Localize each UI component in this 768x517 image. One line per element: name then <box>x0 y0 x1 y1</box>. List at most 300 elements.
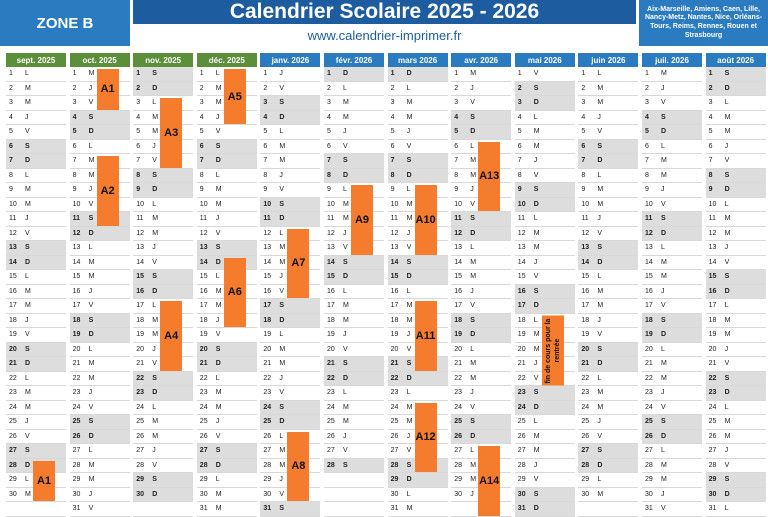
day-row <box>388 67 448 82</box>
day-letter: S <box>343 360 348 368</box>
day-letter: M <box>661 476 667 484</box>
day-letter: D <box>279 316 285 324</box>
day-number: 6 <box>136 142 141 150</box>
month-header: oct. 2025 <box>70 53 130 67</box>
day-number: 8 <box>327 171 331 179</box>
month-header: nov. 2025 <box>133 53 193 67</box>
day-number: 2 <box>581 84 586 92</box>
day-letter: L <box>215 70 220 78</box>
day-number: 9 <box>390 186 395 194</box>
day-letter: M <box>88 258 95 266</box>
day-row <box>388 372 448 387</box>
day-number: 17 <box>136 302 144 310</box>
holiday-block: A1 <box>97 69 119 110</box>
day-row <box>706 502 766 517</box>
day-row <box>324 473 384 488</box>
day-number: 21 <box>136 360 144 368</box>
month-header: janv. 2026 <box>260 53 320 67</box>
day-row <box>706 488 766 503</box>
day-letter: L <box>533 113 538 121</box>
day-row <box>6 502 66 517</box>
day-row <box>388 256 448 271</box>
page-title: Calendrier Scolaire 2025 - 2026 <box>133 0 636 24</box>
day-number: 29 <box>517 476 526 484</box>
day-row <box>706 154 766 169</box>
day-number: 2 <box>199 84 204 92</box>
day-letter: V <box>724 157 730 165</box>
day-row <box>70 502 130 517</box>
day-letter: M <box>343 302 349 310</box>
day-number: 20 <box>9 345 17 353</box>
day-letter: J <box>661 84 665 92</box>
day-number: 26 <box>136 432 144 440</box>
day-letter: S <box>661 418 666 426</box>
day-number: 15 <box>645 273 653 281</box>
day-letter: V <box>661 200 666 208</box>
day-number: 7 <box>263 157 268 165</box>
day-row <box>706 169 766 184</box>
day-row <box>324 67 384 82</box>
holiday-block: A13 <box>478 142 500 212</box>
day-letter: V <box>25 331 30 339</box>
day-number: 26 <box>72 432 81 440</box>
day-number: 19 <box>708 331 717 339</box>
day-letter: J <box>279 476 283 484</box>
day-letter: S <box>661 316 666 324</box>
day-row <box>133 372 193 387</box>
day-letter: V <box>470 99 475 107</box>
day-number: 30 <box>517 490 526 498</box>
day-letter: M <box>470 476 477 484</box>
day-row <box>515 67 575 82</box>
day-row <box>324 299 384 314</box>
holiday-block: A11 <box>415 301 437 371</box>
day-number: 7 <box>390 157 395 165</box>
day-letter: M <box>661 157 667 165</box>
day-letter: D <box>661 229 667 237</box>
day-number: 25 <box>9 418 17 426</box>
month-column <box>642 53 702 517</box>
day-number: 27 <box>581 447 590 455</box>
day-row <box>578 299 638 314</box>
day-letter: M <box>533 128 540 136</box>
day-row <box>133 198 193 213</box>
day-number: 16 <box>645 287 653 295</box>
day-row <box>197 154 257 169</box>
day-row <box>388 473 448 488</box>
day-row <box>642 111 702 126</box>
day-number: 16 <box>708 287 717 295</box>
day-number: 8 <box>72 171 77 179</box>
day-number: 5 <box>199 128 204 136</box>
day-letter: M <box>25 200 31 208</box>
day-letter: L <box>343 287 347 295</box>
day-row <box>388 111 448 126</box>
day-letter: S <box>533 84 539 92</box>
day-number: 8 <box>390 171 395 179</box>
day-number: 24 <box>9 403 17 411</box>
day-number: 9 <box>327 186 331 194</box>
day-row <box>324 444 384 459</box>
day-number: 12 <box>72 229 81 237</box>
day-row <box>451 111 511 126</box>
day-number: 25 <box>517 418 526 426</box>
day-row <box>70 140 130 155</box>
day-letter: M <box>152 215 159 223</box>
day-letter: V <box>215 128 221 136</box>
day-letter: L <box>152 302 157 310</box>
day-number: 3 <box>645 99 649 107</box>
day-number: 26 <box>263 432 272 440</box>
day-letter: V <box>470 200 475 208</box>
day-number: 18 <box>72 316 81 324</box>
day-letter: S <box>88 316 94 324</box>
day-letter: S <box>88 215 94 223</box>
day-number: 27 <box>136 447 144 455</box>
day-letter: D <box>533 99 539 107</box>
day-letter: S <box>661 113 666 121</box>
day-letter: L <box>470 447 475 455</box>
month-column <box>324 53 384 517</box>
website-url[interactable]: www.calendrier-imprimer.fr <box>307 27 462 43</box>
day-row <box>642 314 702 329</box>
day-letter: D <box>215 360 221 368</box>
day-row <box>324 488 384 503</box>
day-number: 28 <box>517 461 526 469</box>
day-number: 27 <box>327 447 335 455</box>
day-letter: D <box>470 432 476 440</box>
day-row <box>451 430 511 445</box>
day-letter: M <box>470 461 477 469</box>
day-row <box>515 154 575 169</box>
day-number: 8 <box>9 171 13 179</box>
day-row <box>642 125 702 140</box>
day-letter: M <box>88 273 95 281</box>
day-row <box>388 169 448 184</box>
day-row <box>642 169 702 184</box>
day-letter: J <box>343 128 347 136</box>
day-letter: V <box>661 302 666 310</box>
day-number: 13 <box>136 244 144 252</box>
day-letter: M <box>597 389 604 397</box>
day-row <box>515 183 575 198</box>
day-number: 18 <box>390 316 399 324</box>
day-row <box>324 459 384 474</box>
day-number: 17 <box>263 302 272 310</box>
day-letter: M <box>25 490 31 498</box>
day-number: 28 <box>454 461 462 469</box>
day-row <box>70 444 130 459</box>
day-letter: J <box>25 215 29 223</box>
day-row <box>578 227 638 242</box>
day-letter: S <box>597 142 603 150</box>
day-number: 10 <box>454 200 462 208</box>
day-letter: L <box>597 171 602 179</box>
day-letter: V <box>215 432 221 440</box>
day-row <box>260 183 320 198</box>
day-number: 28 <box>9 461 17 469</box>
day-number: 23 <box>136 389 144 397</box>
day-row <box>197 372 257 387</box>
day-row <box>70 415 130 430</box>
day-number: 1 <box>263 70 268 78</box>
day-number: 10 <box>645 200 653 208</box>
day-number: 23 <box>581 389 590 397</box>
day-row <box>642 343 702 358</box>
day-letter: M <box>343 316 349 324</box>
day-row <box>197 401 257 416</box>
day-letter: M <box>724 229 731 237</box>
day-row <box>260 111 320 126</box>
day-row <box>133 256 193 271</box>
day-number: 10 <box>708 200 717 208</box>
day-row <box>324 256 384 271</box>
day-number: 6 <box>581 142 586 150</box>
day-number: 21 <box>581 360 590 368</box>
day-row <box>578 270 638 285</box>
day-letter: D <box>724 84 730 92</box>
day-letter: L <box>661 447 665 455</box>
day-letter: V <box>152 157 157 165</box>
day-row <box>515 270 575 285</box>
day-number: 20 <box>327 345 335 353</box>
day-row <box>133 227 193 242</box>
day-number: 10 <box>517 200 526 208</box>
day-letter: M <box>88 461 95 469</box>
month-column <box>515 53 575 517</box>
day-letter: V <box>279 490 285 498</box>
day-row <box>260 299 320 314</box>
day-row <box>6 183 66 198</box>
day-letter: D <box>343 70 349 78</box>
day-row <box>133 270 193 285</box>
day-row <box>642 401 702 416</box>
day-number: 18 <box>136 316 144 324</box>
day-letter: D <box>152 287 158 295</box>
day-number: 17 <box>72 302 81 310</box>
day-number: 7 <box>645 157 649 165</box>
day-row <box>197 444 257 459</box>
day-number: 7 <box>327 157 331 165</box>
day-number: 15 <box>517 273 526 281</box>
day-letter: S <box>724 70 730 78</box>
day-letter: J <box>661 287 665 295</box>
day-number: 10 <box>72 200 81 208</box>
day-letter: L <box>406 287 411 295</box>
day-letter: D <box>279 113 285 121</box>
day-letter: S <box>152 374 157 382</box>
day-letter: J <box>470 287 474 295</box>
day-number: 19 <box>9 331 17 339</box>
day-number: 4 <box>454 113 459 121</box>
day-row <box>197 502 257 517</box>
day-letter: S <box>406 157 412 165</box>
day-row <box>70 256 130 271</box>
day-row <box>6 328 66 343</box>
day-number: 7 <box>136 157 141 165</box>
day-row <box>451 314 511 329</box>
day-row <box>260 372 320 387</box>
day-row <box>578 473 638 488</box>
day-letter: L <box>215 476 220 484</box>
day-letter: L <box>88 142 93 150</box>
day-row <box>706 459 766 474</box>
month-column <box>706 53 766 517</box>
day-letter: V <box>88 200 94 208</box>
day-letter: L <box>406 84 411 92</box>
day-letter: M <box>279 157 286 165</box>
day-number: 5 <box>263 128 268 136</box>
day-letter: M <box>343 200 349 208</box>
day-number: 25 <box>454 418 462 426</box>
day-number: 16 <box>9 287 17 295</box>
day-number: 24 <box>327 403 335 411</box>
day-row <box>70 299 130 314</box>
day-number: 5 <box>9 128 13 136</box>
day-letter: M <box>661 374 667 382</box>
day-letter: M <box>279 360 286 368</box>
day-row <box>642 444 702 459</box>
day-row <box>451 96 511 111</box>
day-row <box>388 285 448 300</box>
day-letter: J <box>406 128 411 136</box>
day-row <box>197 459 257 474</box>
day-number: 31 <box>645 505 653 513</box>
day-number: 6 <box>708 142 713 150</box>
day-letter: D <box>597 360 603 368</box>
day-number: 18 <box>199 316 208 324</box>
day-row <box>70 343 130 358</box>
day-letter: J <box>661 186 665 194</box>
day-row <box>260 357 320 372</box>
day-number: 6 <box>9 142 13 150</box>
day-number: 24 <box>454 403 462 411</box>
day-letter: V <box>152 360 157 368</box>
day-letter: J <box>597 215 601 223</box>
day-number: 25 <box>645 418 653 426</box>
day-number: 20 <box>517 345 526 353</box>
day-row <box>515 415 575 430</box>
day-letter: M <box>25 186 31 194</box>
day-letter: S <box>343 258 348 266</box>
day-number: 8 <box>645 171 649 179</box>
day-number: 2 <box>454 84 459 92</box>
day-number: 14 <box>327 258 335 266</box>
day-row <box>6 415 66 430</box>
day-letter: M <box>25 389 31 397</box>
day-letter: J <box>343 229 347 237</box>
day-letter: V <box>88 302 94 310</box>
day-letter: M <box>215 490 222 498</box>
day-number: 29 <box>263 476 272 484</box>
day-number: 10 <box>136 200 144 208</box>
day-row <box>706 299 766 314</box>
day-letter: J <box>406 331 411 339</box>
day-row <box>515 502 575 517</box>
day-number: 31 <box>390 505 399 513</box>
day-row <box>515 169 575 184</box>
day-letter: M <box>215 505 222 513</box>
day-number: 13 <box>327 244 335 252</box>
day-row <box>515 125 575 140</box>
day-letter: J <box>279 171 283 179</box>
day-number: 20 <box>645 345 653 353</box>
day-row <box>324 401 384 416</box>
day-letter: M <box>661 461 667 469</box>
day-number: 5 <box>454 128 459 136</box>
day-row <box>578 314 638 329</box>
day-letter: L <box>533 418 538 426</box>
day-letter: D <box>724 490 730 498</box>
day-letter: M <box>279 142 286 150</box>
day-row <box>578 140 638 155</box>
day-number: 28 <box>327 461 335 469</box>
day-number: 12 <box>517 229 526 237</box>
holiday-block: A4 <box>160 301 182 371</box>
day-letter: V <box>597 331 603 339</box>
day-row <box>642 430 702 445</box>
day-number: 11 <box>708 215 716 223</box>
day-number: 29 <box>72 476 81 484</box>
day-row <box>260 82 320 97</box>
day-letter: J <box>724 345 729 353</box>
day-number: 3 <box>454 99 459 107</box>
day-letter: D <box>215 258 221 266</box>
day-letter: L <box>279 331 284 339</box>
day-number: 23 <box>645 389 653 397</box>
day-number: 4 <box>645 113 649 121</box>
day-number: 26 <box>454 432 462 440</box>
day-row <box>451 386 511 401</box>
day-letter: S <box>343 461 348 469</box>
day-number: 1 <box>390 70 395 78</box>
day-letter: D <box>406 273 412 281</box>
day-row <box>706 415 766 430</box>
day-row <box>515 198 575 213</box>
day-letter: D <box>88 128 94 136</box>
day-number: 14 <box>517 258 526 266</box>
day-number: 8 <box>454 171 459 179</box>
day-letter: L <box>533 316 538 324</box>
day-letter: M <box>215 186 222 194</box>
day-number: 30 <box>72 490 81 498</box>
day-row <box>70 430 130 445</box>
day-row <box>515 227 575 242</box>
day-row <box>642 488 702 503</box>
day-letter: J <box>406 229 411 237</box>
day-row <box>388 82 448 97</box>
day-letter: S <box>533 490 539 498</box>
day-number: 27 <box>645 447 653 455</box>
day-number: 2 <box>645 84 649 92</box>
day-row <box>578 343 638 358</box>
day-letter: S <box>215 244 221 252</box>
day-row <box>70 459 130 474</box>
day-row <box>260 67 320 82</box>
day-letter: D <box>343 273 349 281</box>
day-number: 26 <box>645 432 653 440</box>
day-number: 26 <box>327 432 335 440</box>
day-row <box>642 96 702 111</box>
day-number: 8 <box>581 171 586 179</box>
day-row <box>515 386 575 401</box>
day-row <box>706 444 766 459</box>
day-row <box>197 198 257 213</box>
day-number: 31 <box>263 505 272 513</box>
day-number: 13 <box>199 244 208 252</box>
day-row <box>515 96 575 111</box>
day-number: 31 <box>72 505 81 513</box>
